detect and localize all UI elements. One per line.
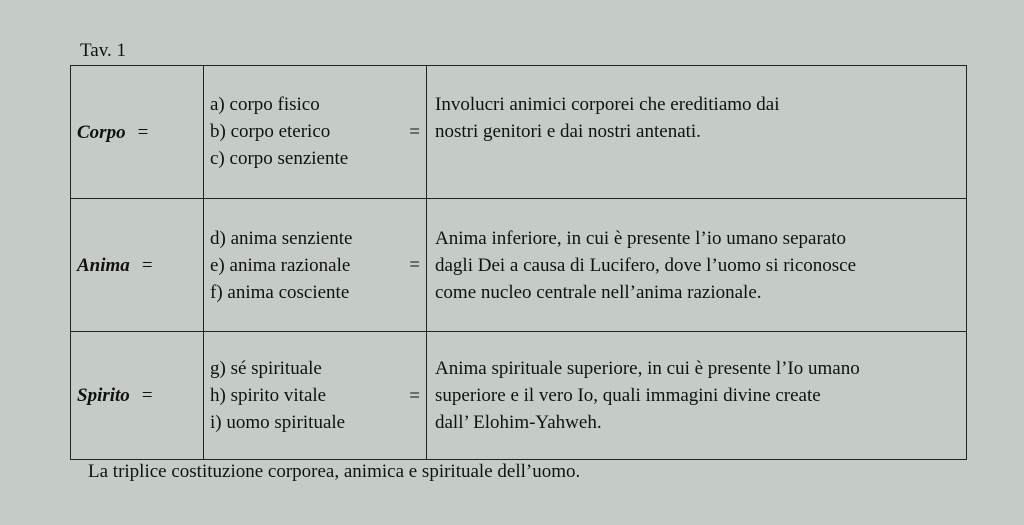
sub-item: i) uomo spirituale: [210, 412, 346, 433]
equals-sign: =: [409, 385, 420, 406]
sub-items-cell: [204, 332, 427, 460]
sub-item: h) spirito vitale: [210, 385, 327, 406]
row-label-cell: [71, 332, 204, 460]
description-text: [435, 355, 960, 436]
equals-sign: =: [137, 121, 149, 143]
description-line: dall’ Elohim-Yahweh.: [435, 412, 602, 433]
table-caption: La triplice costituzione corporea, animica e spirituale dell’uomo.: [88, 461, 581, 482]
description-line: nostri genitori e dai nostri antenati.: [435, 121, 701, 142]
table-row-corpo: [71, 66, 967, 199]
sub-item: e) anima razionale: [210, 254, 351, 276]
description-cell: [427, 332, 967, 460]
description-line: Anima inferiore, in cui è presente l’io umano separato: [435, 227, 846, 249]
description-line: dagli Dei a causa di Lucifero, dove l’uomo si riconosce: [435, 254, 857, 276]
sub-items-list: [204, 91, 426, 172]
equals-sign: =: [141, 385, 153, 406]
row-label-anima: Anima: [77, 254, 130, 276]
row-label-spirito: Spirito: [77, 385, 130, 406]
description-line: superiore e il vero Io, quali immagini divine create: [435, 385, 821, 406]
row-label-corpo: Corpo: [77, 121, 126, 143]
description-text: [435, 91, 960, 145]
table-label: Tav. 1: [80, 40, 126, 61]
description-line: Anima spirituale superiore, in cui è presente l’Io umano: [435, 358, 860, 379]
row-label-cell: [71, 66, 204, 199]
equals-sign: =: [409, 121, 420, 143]
sub-item: f) anima cosciente: [210, 281, 350, 303]
description-cell: [427, 199, 967, 332]
sub-item: c) corpo senziente: [210, 147, 349, 169]
constitution-table: [70, 65, 967, 460]
sub-item: b) corpo eterico: [210, 120, 331, 142]
sub-items-list: [204, 355, 426, 436]
sub-item: d) anima senziente: [210, 227, 353, 249]
equals-sign: =: [141, 254, 153, 276]
sub-items-list: [204, 225, 426, 306]
description-text: [435, 225, 960, 306]
sub-item: g) sé spirituale: [210, 358, 322, 379]
description-cell: [427, 66, 967, 199]
description-line: come nucleo centrale nell’anima razionale.: [435, 281, 762, 303]
table-row-spirito: [71, 332, 967, 460]
sub-item: a) corpo fisico: [210, 93, 320, 115]
sub-items-cell: [204, 199, 427, 332]
equals-sign: =: [409, 254, 420, 276]
table-row-anima: [71, 199, 967, 332]
sub-items-cell: [204, 66, 427, 199]
row-label-cell: [71, 199, 204, 332]
description-line: Involucri animici corporei che ereditiamo dai: [435, 94, 780, 115]
